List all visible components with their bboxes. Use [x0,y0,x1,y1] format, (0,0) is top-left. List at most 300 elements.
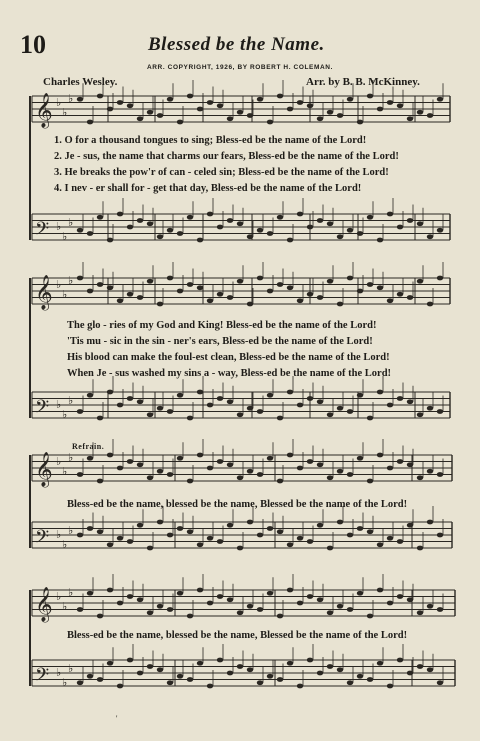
note-head [87,393,93,398]
note-head [97,282,103,287]
note-head [137,671,143,676]
note-head [437,409,443,414]
treble-clef-icon: 𝄞 [35,93,53,128]
verse-1-line-a: 1. O for a thousand tongues to sing; Bless-ed be the name of the Lord! [54,135,367,146]
refrain-line-2: Bless-ed be the name, blessed be the name, Blessed be the name of the Lord! [67,630,408,641]
note-head [407,295,413,300]
bass-clef-icon: 𝄢 [35,527,50,552]
note-head [157,520,163,525]
note-head [357,674,363,679]
note-head [307,225,313,230]
note-head [187,677,193,682]
note-head [87,231,93,236]
note-head [157,234,163,239]
note-head [97,215,103,220]
note-head [167,607,173,612]
note-head [137,295,143,300]
note-head [187,215,193,220]
note-head [237,664,243,669]
note-head [377,453,383,458]
note-head [157,604,163,609]
note-head [367,94,373,99]
note-head [287,238,293,243]
note-head [307,658,313,663]
note-head [417,110,423,115]
bass-clef-icon: 𝄢 [35,219,50,244]
note-head [417,221,423,226]
note-head [257,680,263,685]
note-head [357,393,363,398]
note-head [217,539,223,544]
note-head [77,472,83,477]
note-head [417,664,423,669]
note-head [347,533,353,538]
flat-icon: ♭ [56,590,62,603]
note-head [77,533,83,538]
note-head [377,588,383,593]
note-head [87,289,93,294]
author-credit: Charles Wesley. [43,76,118,88]
note-head [337,113,343,118]
note-head [127,539,133,544]
note-head [317,295,323,300]
note-head [157,113,163,118]
note-head [247,604,253,609]
note-head [127,103,133,108]
note-head [337,604,343,609]
note-head [97,479,103,484]
note-head [237,475,243,480]
note-head [437,97,443,102]
note-head [137,116,143,121]
note-head [357,526,363,531]
note-head [257,276,263,281]
treble-clef-icon: 𝄞 [35,452,53,487]
note-head [107,588,113,593]
note-head [327,110,333,115]
note-head [97,529,103,534]
note-head [277,529,283,534]
note-head [187,416,193,421]
note-head [247,406,253,411]
flat-icon: ♭ [56,666,62,679]
note-head [277,94,283,99]
note-head [407,116,413,121]
note-head [357,120,363,125]
note-head [277,215,283,220]
note-head [297,684,303,689]
note-head [267,289,273,294]
note-head [237,610,243,615]
note-head [367,529,373,534]
note-head [217,396,223,401]
note-head [197,107,203,112]
note-head [367,215,373,220]
note-head [437,228,443,233]
note-head [247,302,253,307]
note-head [257,472,263,477]
note-head [107,107,113,112]
note-head [167,276,173,281]
note-head [307,594,313,599]
note-head [347,276,353,281]
note-head [367,416,373,421]
note-head [187,529,193,534]
note-head [227,295,233,300]
note-head [327,221,333,226]
note-head [337,302,343,307]
note-head [267,456,273,461]
note-head [277,282,283,287]
note-head [147,221,153,226]
note-head [227,399,233,404]
note-head [307,539,313,544]
note-head [187,94,193,99]
note-head [207,212,213,217]
note-head [227,462,233,467]
note-head [207,100,213,105]
note-head [147,110,153,115]
note-head [107,285,113,290]
note-head [427,113,433,118]
note-head [77,276,83,281]
note-head [417,412,423,417]
note-head [197,661,203,666]
note-head [437,680,443,685]
note-head [377,661,383,666]
note-head [397,103,403,108]
note-head [387,466,393,471]
note-head [367,614,373,619]
note-head [177,456,183,461]
note-head [337,406,343,411]
note-head [137,523,143,528]
flat-icon: ♭ [56,398,62,411]
note-head [227,671,233,676]
note-head [387,684,393,689]
note-head [347,472,353,477]
note-head [137,218,143,223]
note-head [257,409,263,414]
note-head [357,289,363,294]
note-head [287,542,293,547]
note-head [287,107,293,112]
flat-icon: ♭ [68,662,74,675]
note-head [77,680,83,685]
note-head [437,607,443,612]
note-head [267,674,273,679]
note-head [217,103,223,108]
note-head [247,234,253,239]
note-head [127,658,133,663]
note-head [417,475,423,480]
note-head [227,597,233,602]
flat-icon: ♭ [62,408,68,421]
flat-icon: ♭ [62,538,68,551]
note-head [117,403,123,408]
note-head [427,604,433,609]
note-head [207,684,213,689]
note-head [397,539,403,544]
note-head [77,607,83,612]
note-head [187,282,193,287]
bass-clef-icon: 𝄢 [35,397,50,422]
note-head [87,526,93,531]
note-head [317,116,323,121]
note-head [287,453,293,458]
treble-clef-icon: 𝄞 [35,587,53,622]
note-head [177,393,183,398]
note-head [247,113,253,118]
note-head [237,412,243,417]
note-head [387,403,393,408]
note-head [107,390,113,395]
note-head [267,591,273,596]
flat-icon: ♭ [68,451,74,464]
note-head [147,412,153,417]
note-head [387,212,393,217]
refrain-label: Refrain. [72,442,105,451]
note-head [337,520,343,525]
note-head [127,225,133,230]
note-head [287,661,293,666]
note-head [437,533,443,538]
refrain-line-1: Bless-ed be the name, blessed be the name, Blessed be the name of the Lord! [67,499,408,510]
flat-icon: ♭ [68,524,74,537]
note-head [137,399,143,404]
bass-clef-icon: 𝄢 [35,665,50,690]
verse-4-line-a: 4. I nev - er shall for - get that day, Bless-ed be the name of the Lord! [54,183,362,194]
note-head [347,228,353,233]
note-head [337,469,343,474]
note-head [397,396,403,401]
note-head [377,542,383,547]
note-head [267,120,273,125]
note-head [317,597,323,602]
note-head [417,546,423,551]
flat-icon: ♭ [68,274,74,287]
note-head [117,466,123,471]
note-head [347,409,353,414]
note-head [137,462,143,467]
flat-icon: ♭ [62,676,68,689]
note-head [87,591,93,596]
page-mark: ' [116,714,118,723]
note-head [197,285,203,290]
note-head [377,285,383,290]
note-head [147,475,153,480]
note-head [317,399,323,404]
note-head [217,292,223,297]
note-head [287,390,293,395]
note-head [307,292,313,297]
note-head [127,459,133,464]
note-head [347,680,353,685]
verse-2-line-b: 'Tis mu - sic in the sin - ner's ears, Bless-ed be the name of the Lord! [67,336,373,347]
note-head [77,409,83,414]
note-head [97,614,103,619]
note-head [357,456,363,461]
note-head [107,453,113,458]
note-head [307,103,313,108]
note-head [227,218,233,223]
flat-icon: ♭ [56,220,62,233]
note-head [157,667,163,672]
verse-4-line-b: When Je - sus washed my sins a - way, Bless-ed be the name of the Lord! [67,368,392,379]
note-head [367,282,373,287]
note-head [297,466,303,471]
note-head [407,218,413,223]
note-head [117,536,123,541]
note-head [327,279,333,284]
note-head [217,459,223,464]
flat-icon: ♭ [56,455,62,468]
hymn-title: Blessed be the Name. [148,34,325,55]
note-head [237,221,243,226]
flat-icon: ♭ [68,216,74,229]
note-head [317,462,323,467]
note-head [167,228,173,233]
note-head [417,610,423,615]
note-head [237,110,243,115]
note-head [207,466,213,471]
note-head [167,680,173,685]
copyright-notice: ARR. COPYRIGHT, 1926, BY ROBERT H. COLEMAN. [146,64,334,71]
note-head [257,228,263,233]
note-head [97,416,103,421]
note-head [87,674,93,679]
note-head [257,533,263,538]
note-head [427,520,433,525]
note-head [437,276,443,281]
flat-icon: ♭ [68,586,74,599]
note-head [97,677,103,682]
note-head [427,406,433,411]
note-head [177,120,183,125]
note-head [287,285,293,290]
note-head [197,588,203,593]
verse-2-line-a: 2. Je - sus, the name that charms our fears, Bless-ed be the name of the Lord! [54,151,399,162]
flat-icon: ♭ [62,600,68,613]
note-head [157,302,163,307]
flat-icon: ♭ [56,96,62,109]
flat-icon: ♭ [62,465,68,478]
note-head [207,298,213,303]
note-head [427,469,433,474]
note-head [167,97,173,102]
note-head [297,536,303,541]
note-head [407,671,413,676]
note-head [337,234,343,239]
note-head [367,677,373,682]
note-head [437,472,443,477]
note-head [347,607,353,612]
note-head [307,459,313,464]
hymn-number: 10 [20,30,46,59]
note-head [187,614,193,619]
note-head [267,393,273,398]
note-head [177,591,183,596]
flat-icon: ♭ [68,92,74,105]
note-head [277,479,283,484]
note-head [177,289,183,294]
note-head [77,228,83,233]
note-head [137,597,143,602]
note-head [277,677,283,682]
note-head [207,536,213,541]
note-head [197,453,203,458]
note-head [147,546,153,551]
note-head [257,97,263,102]
note-head [217,225,223,230]
note-head [147,664,153,669]
treble-clef-icon: 𝄞 [35,275,53,310]
note-head [387,100,393,105]
note-head [337,667,343,672]
note-head [107,542,113,547]
note-head [407,462,413,467]
note-head [387,298,393,303]
note-head [177,231,183,236]
note-head [267,231,273,236]
note-head [247,520,253,525]
note-head [387,601,393,606]
note-head [357,231,363,236]
note-head [297,601,303,606]
note-head [387,536,393,541]
note-head [207,601,213,606]
note-head [377,107,383,112]
note-head [197,238,203,243]
note-head [297,100,303,105]
note-head [87,120,93,125]
note-head [237,279,243,284]
note-head [247,469,253,474]
note-head [327,610,333,615]
note-head [327,475,333,480]
flat-icon: ♭ [62,230,68,243]
flat-icon: ♭ [62,106,68,119]
note-head [247,667,253,672]
note-head [327,664,333,669]
note-head [167,409,173,414]
note-head [407,399,413,404]
note-head [127,594,133,599]
note-head [237,546,243,551]
note-head [127,396,133,401]
note-head [187,479,193,484]
note-head [407,597,413,602]
note-head [157,406,163,411]
note-head [317,523,323,528]
note-head [407,523,413,528]
note-head [217,658,223,663]
note-head [397,292,403,297]
note-head [277,416,283,421]
note-head [107,661,113,666]
note-head [97,94,103,99]
note-head [277,614,283,619]
note-head [377,238,383,243]
note-head [87,456,93,461]
note-head [377,390,383,395]
note-head [117,601,123,606]
flat-icon: ♭ [62,288,68,301]
verse-1-line-b: The glo - ries of my God and King! Bless-ed be the name of the Lord! [67,320,377,331]
note-head [157,469,163,474]
note-head [367,479,373,484]
note-head [317,671,323,676]
